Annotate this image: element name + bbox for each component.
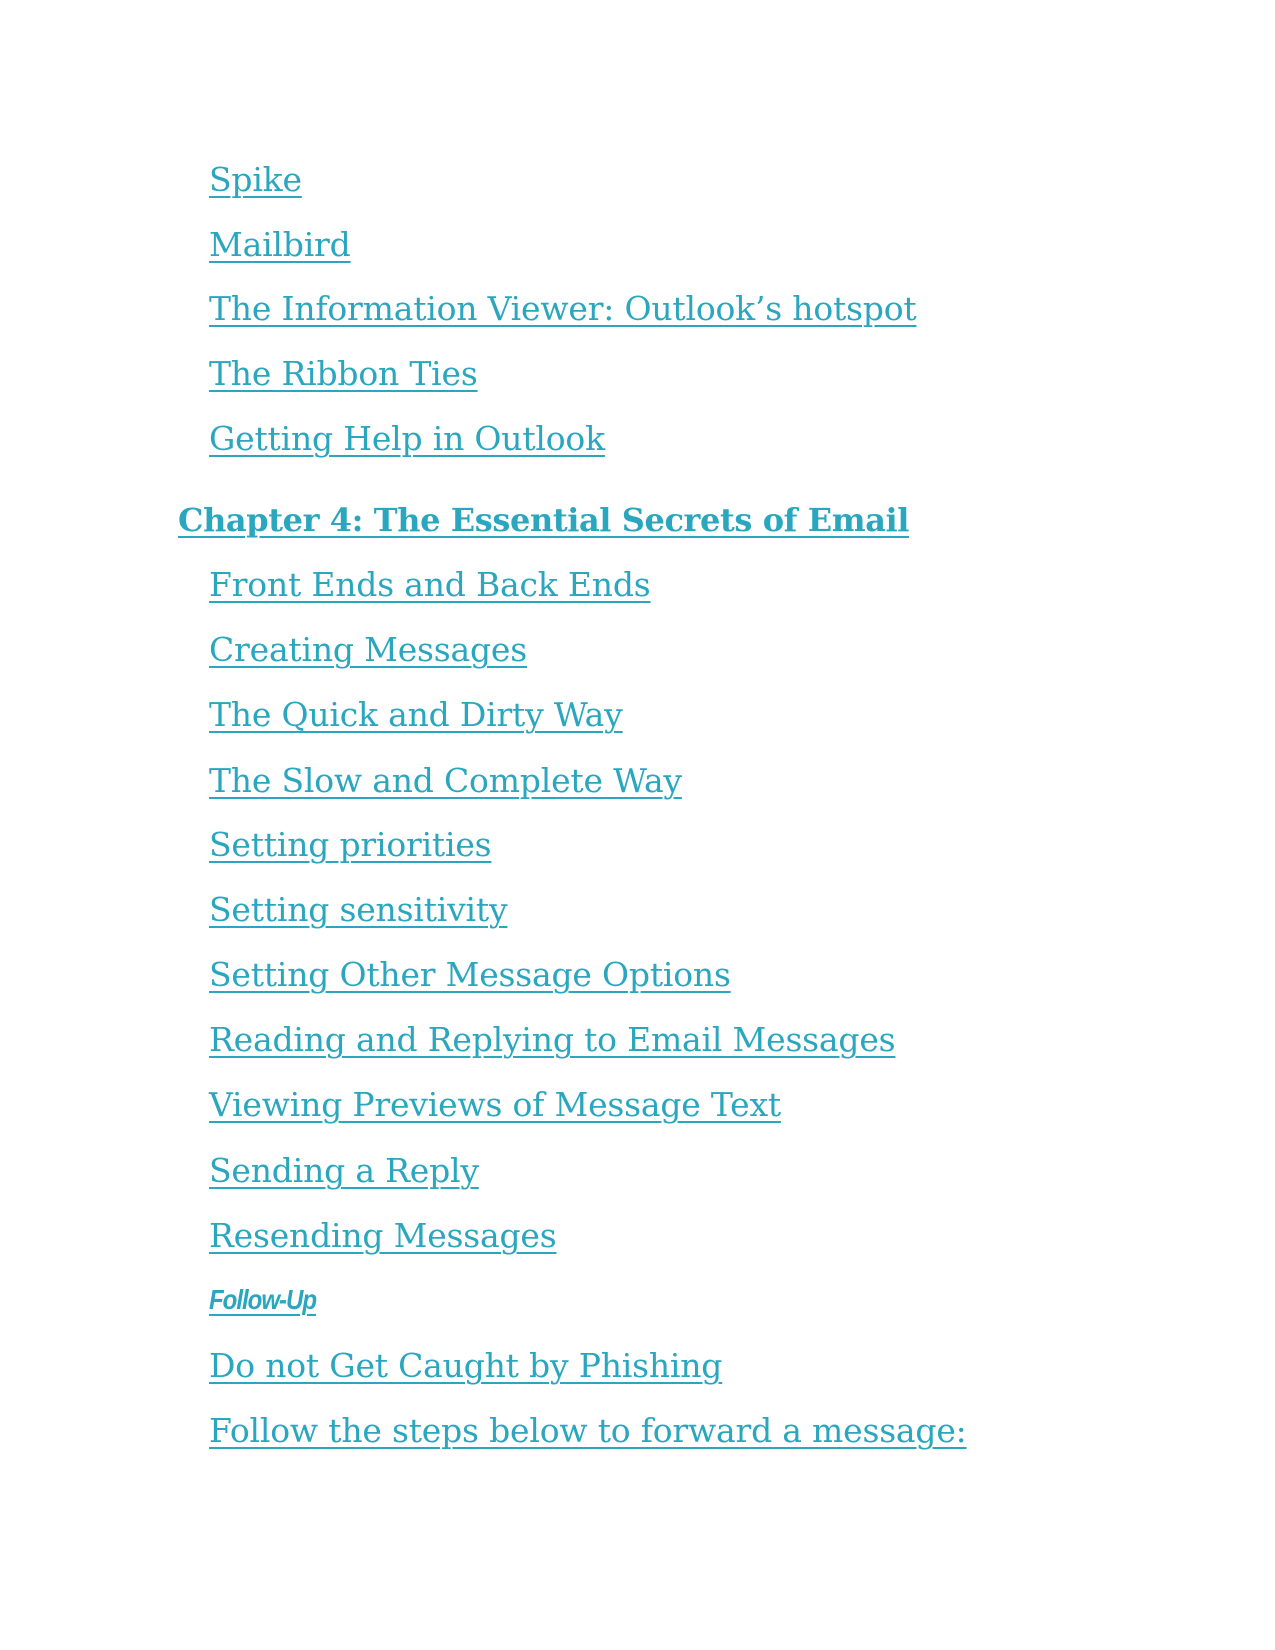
toc-link-phishing[interactable]: Do not Get Caught by Phishing [209, 1346, 723, 1385]
toc-link-reading-and-replying[interactable]: Reading and Replying to Email Messages [209, 1020, 896, 1059]
toc-link-information-viewer[interactable]: The Information Viewer: Outlook’s hotspot [209, 289, 917, 328]
toc-link-chapter-4[interactable]: Chapter 4: The Essential Secrets of Email [178, 501, 910, 539]
toc-link-mailbird[interactable]: Mailbird [209, 225, 351, 264]
toc-link-sending-a-reply[interactable]: Sending a Reply [209, 1151, 479, 1190]
toc-link-front-ends-back-ends[interactable]: Front Ends and Back Ends [209, 565, 651, 604]
toc-link-spike[interactable]: Spike [209, 160, 302, 199]
toc-link-forward-a-message[interactable]: Follow the steps below to forward a message: [209, 1411, 967, 1450]
toc-link-resending-messages[interactable]: Resending Messages [209, 1216, 557, 1255]
toc-link-setting-sensitivity[interactable]: Setting sensitivity [209, 890, 508, 929]
toc-link-quick-and-dirty-way[interactable]: The Quick and Dirty Way [209, 695, 623, 734]
toc-link-viewing-previews[interactable]: Viewing Previews of Message Text [209, 1085, 781, 1124]
toc-link-other-message-options[interactable]: Setting Other Message Options [209, 955, 731, 994]
toc-link-setting-priorities[interactable]: Setting priorities [209, 825, 492, 864]
toc-link-slow-and-complete-way[interactable]: The Slow and Complete Way [209, 761, 682, 800]
toc-link-follow-up[interactable]: Follow-Up [209, 1284, 317, 1315]
toc-link-getting-help[interactable]: Getting Help in Outlook [209, 419, 605, 458]
toc-link-creating-messages[interactable]: Creating Messages [209, 630, 527, 669]
toc-link-ribbon-ties[interactable]: The Ribbon Ties [209, 354, 478, 393]
